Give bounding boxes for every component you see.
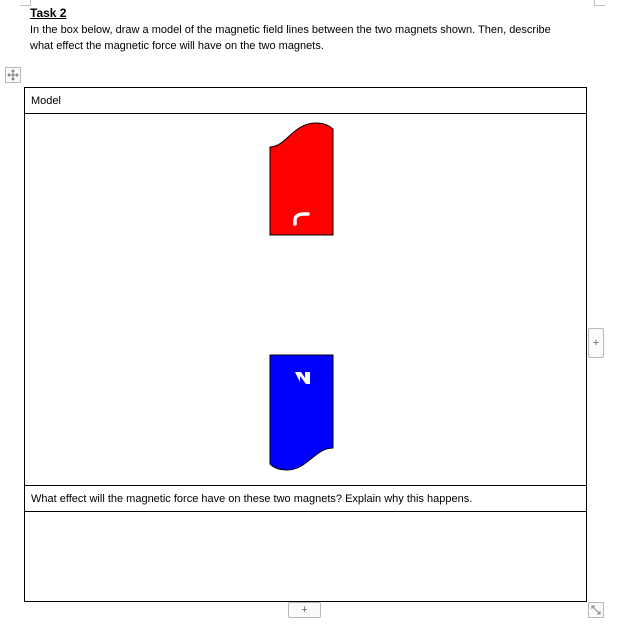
task-heading: Task 2 — [30, 6, 67, 20]
magnets-drawing — [25, 114, 586, 485]
model-header-cell[interactable] — [25, 88, 586, 114]
question-text: What effect will the magnetic force have on these two magnets? Explain why this happens. — [31, 493, 473, 505]
top-magnet — [270, 123, 333, 235]
table-move-icon — [7, 69, 19, 81]
add-row-button[interactable] — [288, 602, 321, 618]
model-drawing-cell[interactable] — [25, 114, 586, 485]
model-header-label: Model — [31, 95, 61, 107]
question-cell[interactable] — [25, 485, 586, 512]
model-table — [24, 87, 587, 602]
plus-icon: + — [301, 604, 308, 616]
margin-corner-mark — [594, 0, 605, 6]
bottom-magnet — [270, 355, 333, 470]
answer-cell[interactable] — [25, 512, 586, 601]
plus-icon: + — [592, 337, 600, 349]
table-resize-handle[interactable] — [588, 602, 604, 618]
table-move-handle[interactable] — [5, 67, 21, 83]
task-instructions: In the box below, draw a model of the magnetic field lines between the two magnets shown. Then, describe what effect the magnetic force will have on the two magnets. — [30, 24, 551, 52]
add-column-button[interactable] — [588, 328, 604, 358]
resize-icon — [591, 605, 601, 615]
